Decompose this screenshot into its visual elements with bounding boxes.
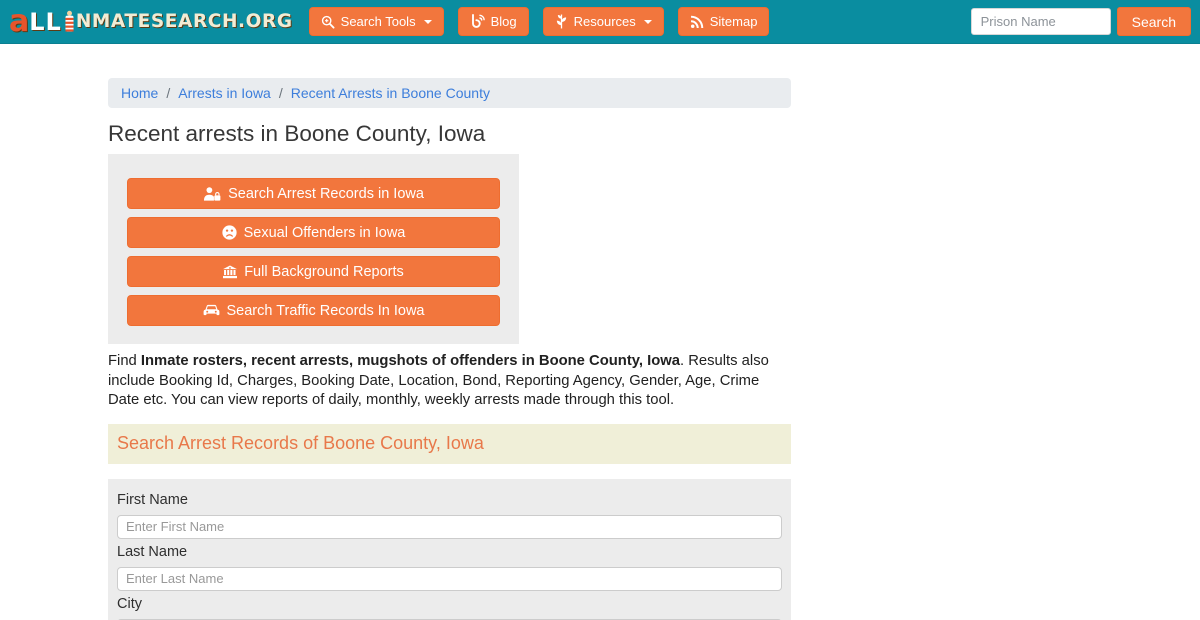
breadcrumb (108, 78, 791, 108)
quick-links-panel (108, 154, 519, 344)
nav-item-label: Search Tools (340, 14, 416, 29)
main-content (108, 78, 791, 620)
navbar-search-group (971, 7, 1191, 36)
arrest-search-form (108, 479, 791, 620)
intro-rest: . Results also include Booking Id, Charges, Booking Date, Location, Bond, Reporting Agency, Gender, Age, Crime Date etc. You can view reports of daily, monthly, weekly arrests made through this tool. (108, 353, 769, 408)
breadcrumb-current-link[interactable]: Recent Arrests in Boone County (290, 85, 490, 101)
rss-icon (690, 15, 704, 29)
nav-item-label: Resources (573, 14, 636, 29)
nav-menu (309, 7, 770, 36)
bank-icon (223, 265, 237, 279)
logo-letter-a: a (9, 3, 30, 39)
navbar-search-button[interactable]: Search (1117, 7, 1191, 36)
sexual-offenders-button[interactable] (127, 217, 500, 248)
full-background-reports-button[interactable] (127, 256, 500, 287)
last-name-label: Last Name (117, 543, 188, 560)
quick-link-label: Search Arrest Records in Iowa (228, 185, 424, 202)
frown-face-icon (222, 225, 237, 240)
site-logo[interactable] (9, 3, 293, 39)
first-name-input[interactable] (117, 515, 782, 539)
breadcrumb-separator: / (166, 85, 171, 101)
search-traffic-records-button[interactable] (127, 295, 500, 326)
top-navbar (0, 0, 1200, 44)
nav-item-label: Blog (490, 14, 517, 29)
breadcrumb-arrests-iowa-link[interactable]: Arrests in Iowa (178, 85, 271, 101)
intro-prefix: Find (108, 353, 141, 369)
nav-search-tools-button[interactable] (309, 7, 444, 36)
search-section-heading: Search Arrest Records of Boone County, Iowa (108, 424, 791, 464)
nav-sitemap-button[interactable] (678, 7, 770, 36)
quick-link-label: Search Traffic Records In Iowa (226, 302, 425, 319)
page-title: Recent arrests in Boone County, Iowa (108, 121, 486, 146)
chevron-down-icon (644, 20, 652, 24)
first-name-label: First Name (117, 491, 188, 508)
car-icon (203, 304, 220, 317)
breadcrumb-home-link[interactable]: Home (121, 85, 159, 101)
nav-blog-button[interactable] (458, 7, 529, 36)
nav-resources-button[interactable] (543, 7, 664, 36)
chevron-down-icon (424, 20, 432, 24)
quick-link-label: Full Background Reports (244, 263, 404, 280)
last-name-input[interactable] (117, 567, 782, 591)
prisoner-icon (64, 10, 75, 33)
nav-item-label: Sitemap (709, 14, 758, 29)
intro-bold-text: Inmate rosters, recent arrests, mugshots of offenders in Boone County, Iowa (140, 353, 680, 369)
quick-link-label: Sexual Offenders in Iowa (243, 224, 406, 241)
logo-letters-ll: LL (29, 7, 62, 36)
breadcrumb-separator: / (278, 85, 283, 101)
city-label: City (117, 595, 142, 612)
prison-name-input[interactable] (971, 8, 1111, 35)
leaf-branch-icon (555, 14, 568, 29)
user-lock-icon (203, 187, 221, 201)
logo-text: NMATESEARCH.ORG (75, 11, 293, 32)
intro-paragraph (108, 352, 791, 411)
search-plus-icon (321, 15, 335, 29)
search-arrest-records-button[interactable] (127, 178, 500, 209)
blog-icon (470, 14, 485, 29)
